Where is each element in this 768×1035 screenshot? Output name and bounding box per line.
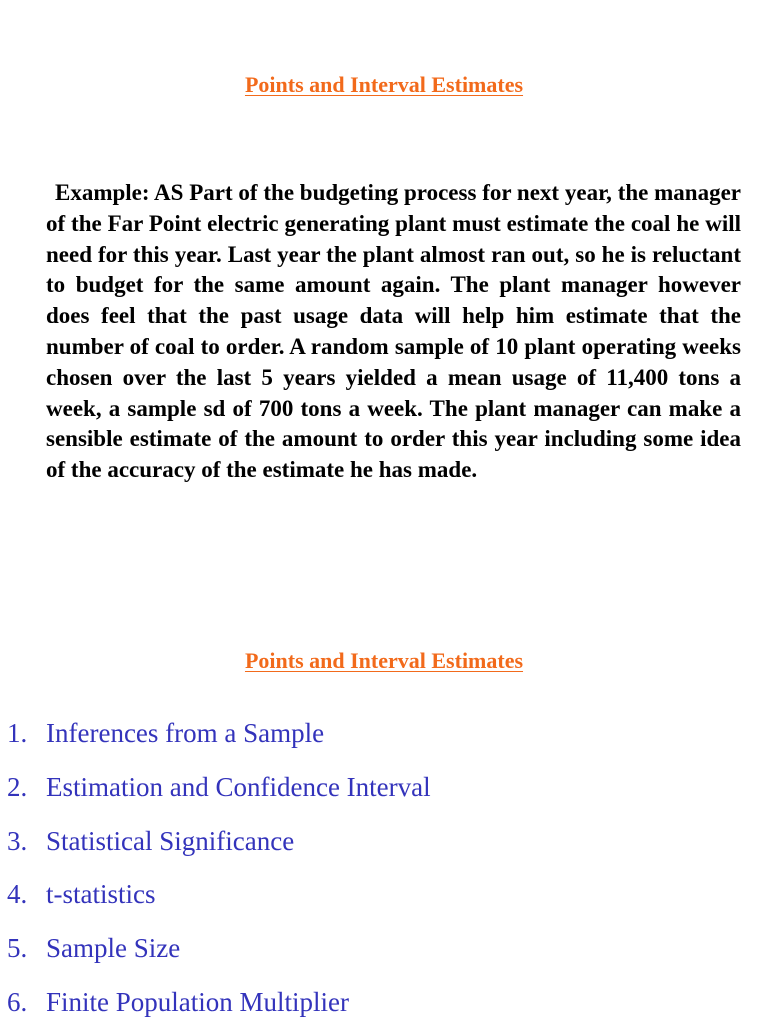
- topic-number: 3.: [7, 825, 28, 856]
- topic-item: [0, 820, 768, 874]
- topic-label: Inferences from a Sample: [46, 718, 325, 748]
- topic-item: [0, 981, 768, 1035]
- topic-number: 4.: [7, 879, 28, 910]
- topic-number: 5.: [7, 933, 28, 964]
- section-heading-bottom: Points and Interval Estimates: [244, 648, 524, 673]
- topic-label: t-statistics: [46, 879, 156, 910]
- topic-item: [0, 927, 768, 981]
- topic-label: Finite Population Multiplier: [46, 986, 349, 1017]
- topic-number: 1.: [7, 718, 28, 748]
- topic-item: [0, 712, 768, 766]
- topic-item: [0, 873, 768, 927]
- topic-item: [0, 766, 768, 820]
- topic-label: Estimation and Confidence Interval: [46, 771, 431, 802]
- topic-label: Statistical Significance: [46, 825, 295, 856]
- topic-number: 6.: [7, 986, 28, 1017]
- topic-label: Sample Size: [46, 933, 181, 964]
- topic-number: 2.: [7, 771, 28, 802]
- example-paragraph: Example: AS Part of the budgeting process for next year, the manager of the Far Point electric generating plant must estimate the coal he will need for this year. Last year the plant almost ran out, so he is reluctant to budget for the same amount again. The plant manager however does feel that the past usage data will help him estimate that the number of coal to order. A random sample of 10 plant operating weeks chosen over the last 5 years yielded a mean usage of 11,400 tons a week, a sample sd of 700 tons a week. The plant manager can make a sensible estimate of the amount to order this year including some idea of the accuracy of the estimate he has made.: [46, 180, 741, 483]
- topic-list: [0, 712, 768, 1035]
- section-heading-top: Points and Interval Estimates: [244, 72, 524, 97]
